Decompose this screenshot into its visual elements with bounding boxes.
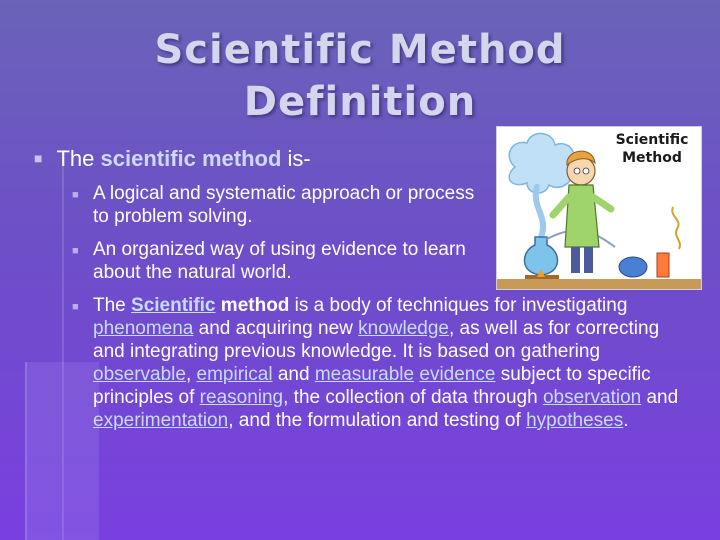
text-run: is a body of techniques for investigating xyxy=(289,295,628,316)
sub-bullet-2 xyxy=(72,238,492,284)
picture-label xyxy=(607,131,697,167)
square-bullet-icon: ■ xyxy=(72,245,79,257)
sub-bullet-2-text: An organized way of using evidence to learn about the natural world. xyxy=(93,239,466,283)
text-run: . xyxy=(623,410,629,431)
text-run: , and the formulation and testing of xyxy=(228,410,527,431)
text-run: and acquiring new xyxy=(193,318,359,339)
sub-bullet-1-text: A logical and systematic approach or process to problem solving. xyxy=(93,183,475,227)
text-run: The xyxy=(93,295,132,316)
scientist-illustration xyxy=(496,126,702,290)
link-observation[interactable]: observation xyxy=(542,387,642,408)
intro-suffix: is- xyxy=(281,146,311,171)
text-run: and xyxy=(272,364,315,385)
link-phenomena[interactable]: phenomena xyxy=(93,318,194,339)
square-bullet-icon: ■ xyxy=(34,150,43,166)
title-line-2: Definition xyxy=(243,79,477,125)
link-experimentation[interactable]: experimentation xyxy=(93,410,229,431)
intro-bullet xyxy=(34,146,311,172)
sub-bullet-1 xyxy=(72,182,492,228)
link-reasoning[interactable]: reasoning xyxy=(199,387,284,408)
link-empirical[interactable]: empirical xyxy=(196,364,273,385)
picture-label-line-1: Scientific xyxy=(615,132,689,148)
text-run: , as well as for correcting and integrating previous knowledge. It is based on gathering xyxy=(93,318,660,362)
link-measurable[interactable]: measurable xyxy=(314,364,415,385)
text-run: subject to specific principles of xyxy=(93,364,651,408)
decorative-line xyxy=(62,150,64,540)
picture-label-line-2: Method xyxy=(622,150,682,166)
text-run: , the collection of data through xyxy=(283,387,543,408)
title-line-1: Scientific Method xyxy=(154,27,566,73)
sub-bullet-3 xyxy=(72,294,692,432)
link-knowledge[interactable]: knowledge xyxy=(358,318,449,339)
sub-bullet-3-text xyxy=(93,294,692,432)
link-scientific[interactable]: Scientific xyxy=(131,295,216,316)
link-hypotheses[interactable]: hypotheses xyxy=(526,410,624,431)
square-bullet-icon: ■ xyxy=(72,301,79,313)
intro-highlight: scientific method xyxy=(100,146,282,171)
text-run: and xyxy=(641,387,679,408)
link-evidence[interactable]: evidence xyxy=(419,364,496,385)
text-run: , xyxy=(185,364,197,385)
text-method: method xyxy=(220,295,290,316)
square-bullet-icon: ■ xyxy=(72,189,79,201)
link-observable[interactable]: observable xyxy=(93,364,186,385)
slide-title xyxy=(0,24,720,128)
intro-prefix: The xyxy=(56,146,101,171)
